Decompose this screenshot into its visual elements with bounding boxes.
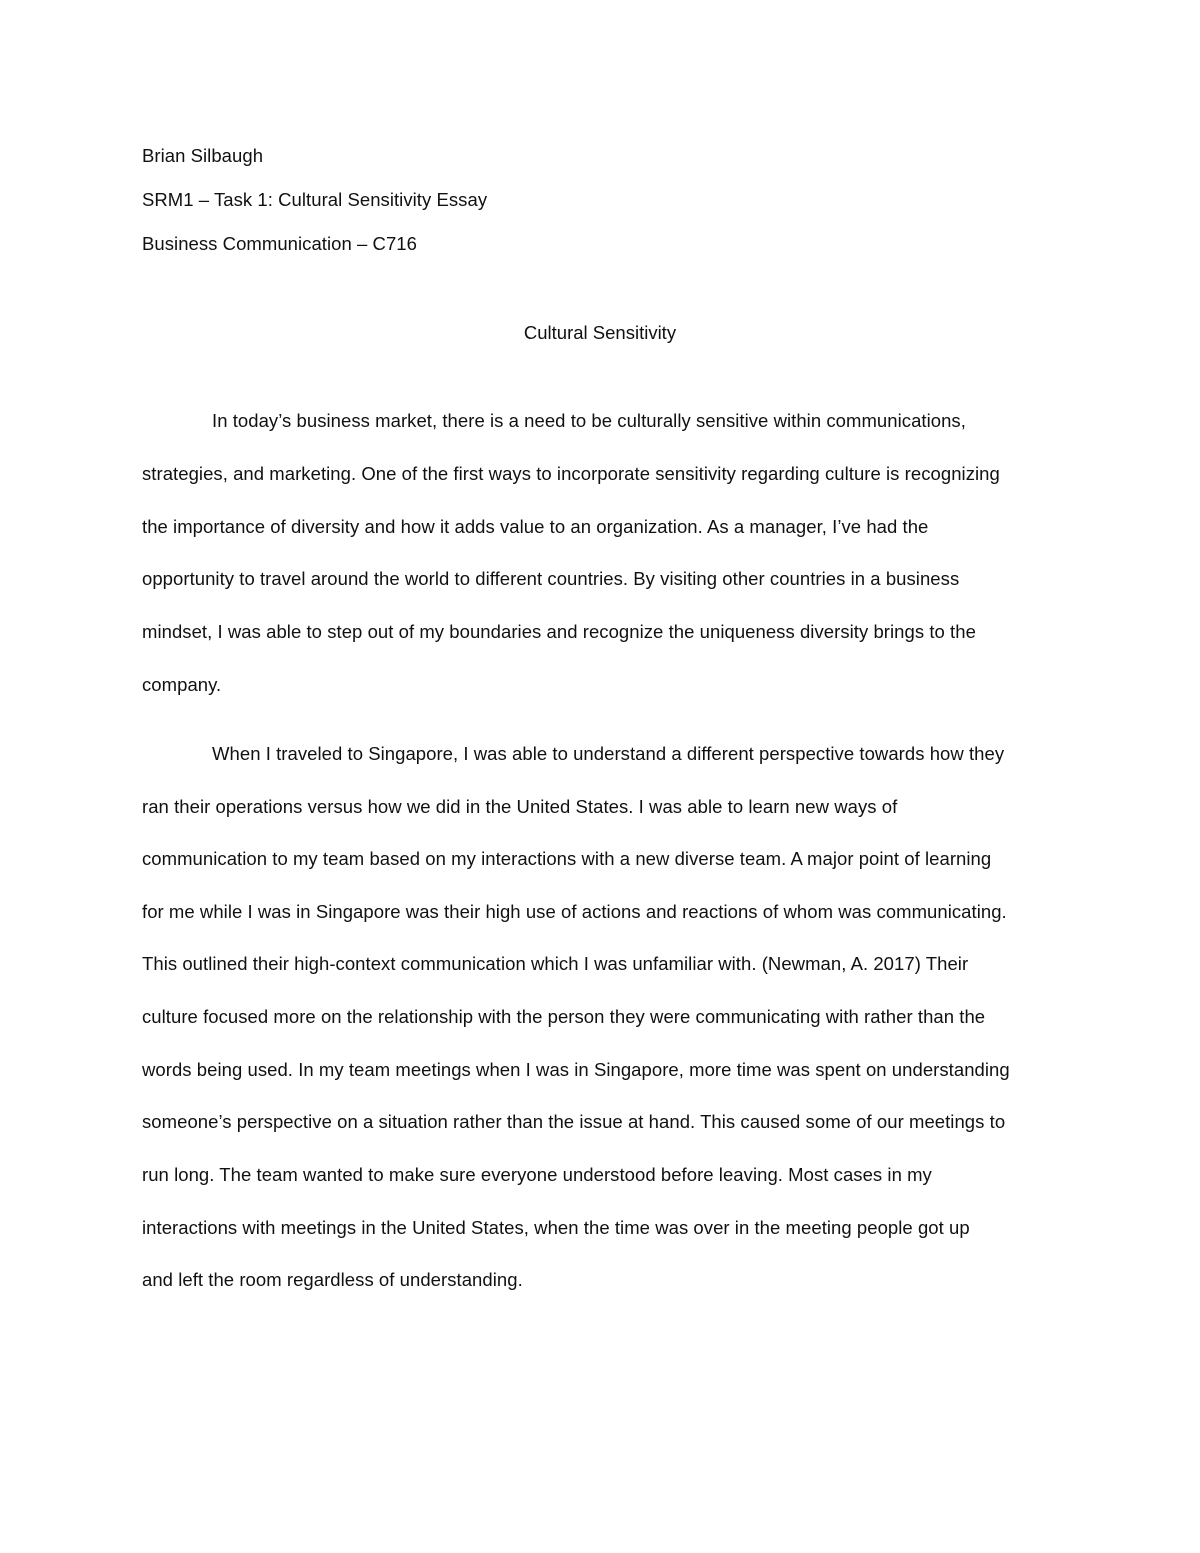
paragraph-line: culture focused more on the relationship with the person they were communicating with rather than the	[142, 1006, 986, 1027]
paragraph-line: words being used. In my team meetings when I was in Singapore, more time was spent on understanding	[142, 1059, 1010, 1080]
paragraph-line: company.	[142, 674, 222, 695]
paragraph-line: opportunity to travel around the world to different countries. By visiting other countries in a business	[142, 568, 960, 589]
essay-title: Cultural Sensitivity	[523, 322, 677, 343]
paragraph-line: the importance of diversity and how it adds value to an organization. As a manager, I’ve had the	[142, 516, 929, 537]
paragraph-line: ran their operations versus how we did in the United States. I was able to learn new ways of	[142, 796, 898, 817]
course-name: Business Communication – C716	[142, 233, 417, 254]
paragraph-line: someone’s perspective on a situation rather than the issue at hand. This caused some of our meetings to	[142, 1111, 1006, 1132]
paragraph-line: for me while I was in Singapore was their high use of actions and reactions of whom was communicating.	[142, 901, 1007, 922]
paragraph-line: mindset, I was able to step out of my boundaries and recognize the uniqueness diversity brings to the	[142, 621, 976, 642]
paragraph-line: and left the room regardless of understanding.	[142, 1269, 523, 1290]
paragraph-line: This outlined their high-context communication which I was unfamiliar with. (Newman, A. 2017) Their	[142, 953, 969, 974]
paragraph-line: run long. The team wanted to make sure everyone understood before leaving. Most cases in my	[142, 1164, 932, 1185]
paragraph-line: interactions with meetings in the United States, when the time was over in the meeting people got up	[142, 1217, 970, 1238]
paragraph-line: communication to my team based on my interactions with a new diverse team. A major point of learning	[142, 848, 992, 869]
author-name: Brian Silbaugh	[142, 145, 264, 166]
paragraph-line: In today’s business market, there is a need to be culturally sensitive within communications,	[212, 410, 966, 431]
paragraph-line: strategies, and marketing. One of the first ways to incorporate sensitivity regarding culture is recognizing	[142, 463, 1000, 484]
assignment-title: SRM1 – Task 1: Cultural Sensitivity Essay	[142, 189, 488, 210]
paragraph-line: When I traveled to Singapore, I was able to understand a different perspective towards how they	[212, 743, 1005, 764]
